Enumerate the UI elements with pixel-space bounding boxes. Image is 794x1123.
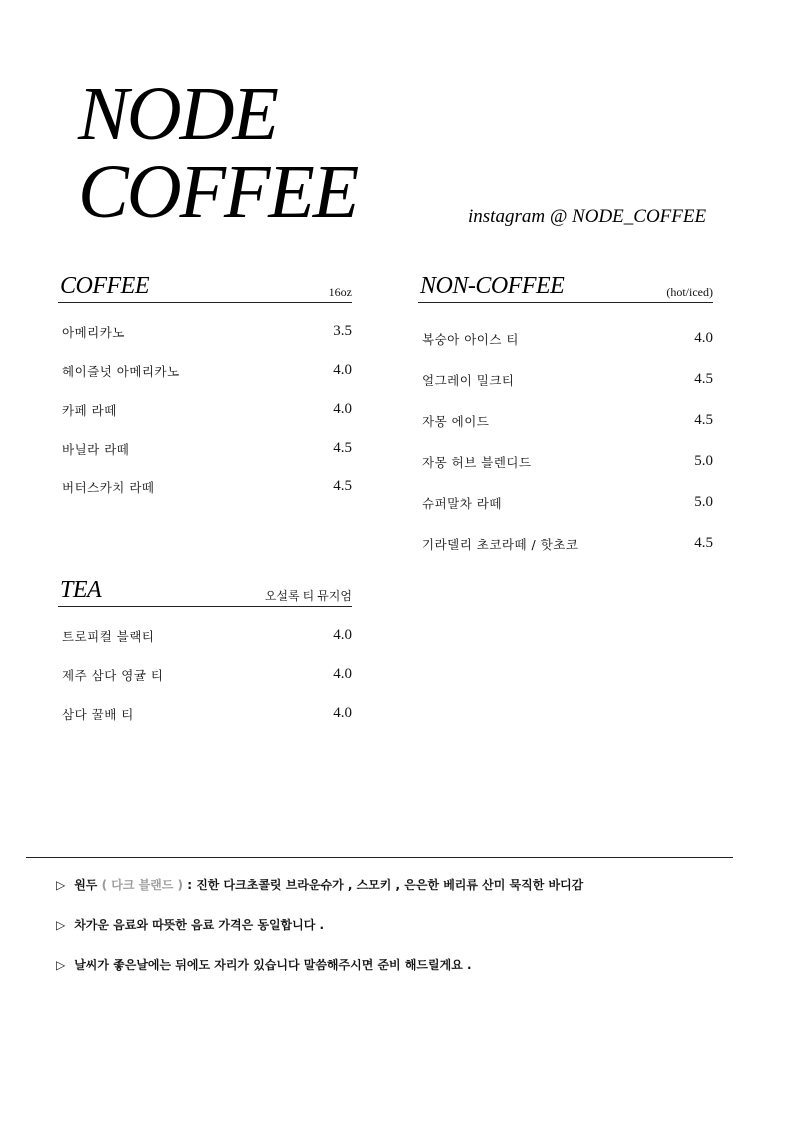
menu-item [58,323,352,343]
non-coffee-section [418,270,713,576]
section-header [58,270,352,303]
triangle-bullet-icon: ▷ [56,918,66,932]
section-note: 오설록 티 뮤지엄 [264,589,352,603]
item-price: 4.5 [333,440,352,456]
section-title: TEA [60,577,102,603]
item-name: 아메리카노 [62,325,125,340]
menu-item [58,440,352,460]
menu-item [58,362,352,382]
note-beans [56,876,756,894]
menu-item [418,535,713,555]
item-price: 5.0 [694,453,713,469]
item-price: 4.0 [333,705,352,721]
menu-item [58,627,352,647]
item-name: 자몽 허브 블렌디드 [422,455,532,470]
item-name: 트로피컬 블랙티 [62,629,155,644]
note-seating-text: 날씨가 좋은날에는 뒤에도 자리가 있습니다 말씀해주시면 준비 해드릴게요 . [74,958,472,972]
note-seating [56,956,756,974]
menu-item [418,371,713,391]
item-name: 헤이즐넛 아메리카노 [62,364,180,379]
item-price: 5.0 [694,494,713,510]
item-name: 자몽 에이드 [422,414,490,429]
item-price: 4.5 [694,412,713,428]
menu-item [58,666,352,686]
note-price [56,916,756,934]
footer-divider [26,857,733,858]
section-title: COFFEE [60,273,149,299]
menu-item [58,401,352,421]
item-name: 슈퍼말차 라떼 [422,496,502,511]
section-note: 16oz [328,285,352,299]
item-name: 기라델리 초코라떼 / 핫초코 [422,537,579,552]
menu-item [418,330,713,350]
item-name: 카페 라떼 [62,403,117,418]
section-note: (hot/iced) [666,285,713,299]
brand-logo [78,72,358,234]
item-name: 복숭아 아이스 티 [422,332,519,347]
item-price: 4.5 [694,535,713,551]
menu-item [58,478,352,498]
triangle-bullet-icon: ▷ [56,958,66,972]
section-header [418,270,713,303]
triangle-bullet-icon: ▷ [56,878,66,892]
item-price: 4.0 [333,666,352,682]
item-price: 4.5 [333,478,352,494]
item-name: 얼그레이 밀크티 [422,373,515,388]
instagram-handle: instagram @ NODE_COFFEE [468,206,707,227]
note-price-text: 차가운 음료와 따뜻한 음료 가격은 동일합니다 . [74,918,325,932]
menu-list [58,627,352,725]
menu-item [418,494,713,514]
coffee-section [58,270,352,517]
menu-list [58,323,352,498]
item-name: 버터스카치 라떼 [62,480,155,495]
item-price: 4.0 [694,330,713,346]
item-price: 4.5 [694,371,713,387]
menu-item [58,705,352,725]
section-header [58,574,352,607]
note-beans-blend: ( 다크 블랜드 ) [101,878,184,892]
item-name: 바닐라 라떼 [62,442,130,457]
item-price: 4.0 [333,401,352,417]
note-beans-label: 원두 [74,878,98,892]
menu-item [418,412,713,432]
tea-section [58,574,352,744]
note-beans-text: : 진한 다크초콜릿 브라운슈가 , 스모키 , 은은한 베리류 산미 묵직한 바디감 [187,878,584,892]
item-name: 삼다 꿀배 티 [62,707,134,722]
menu-list [418,330,713,555]
item-price: 3.5 [333,323,352,339]
brand-line-1: NODE [78,72,277,156]
footer-notes [56,876,756,996]
item-price: 4.0 [333,362,352,378]
item-price: 4.0 [333,627,352,643]
section-title: NON-COFFEE [420,273,565,299]
item-name: 제주 삼다 영귤 티 [62,668,164,683]
menu-item [418,453,713,473]
brand-line-2: COFFEE [78,150,358,234]
